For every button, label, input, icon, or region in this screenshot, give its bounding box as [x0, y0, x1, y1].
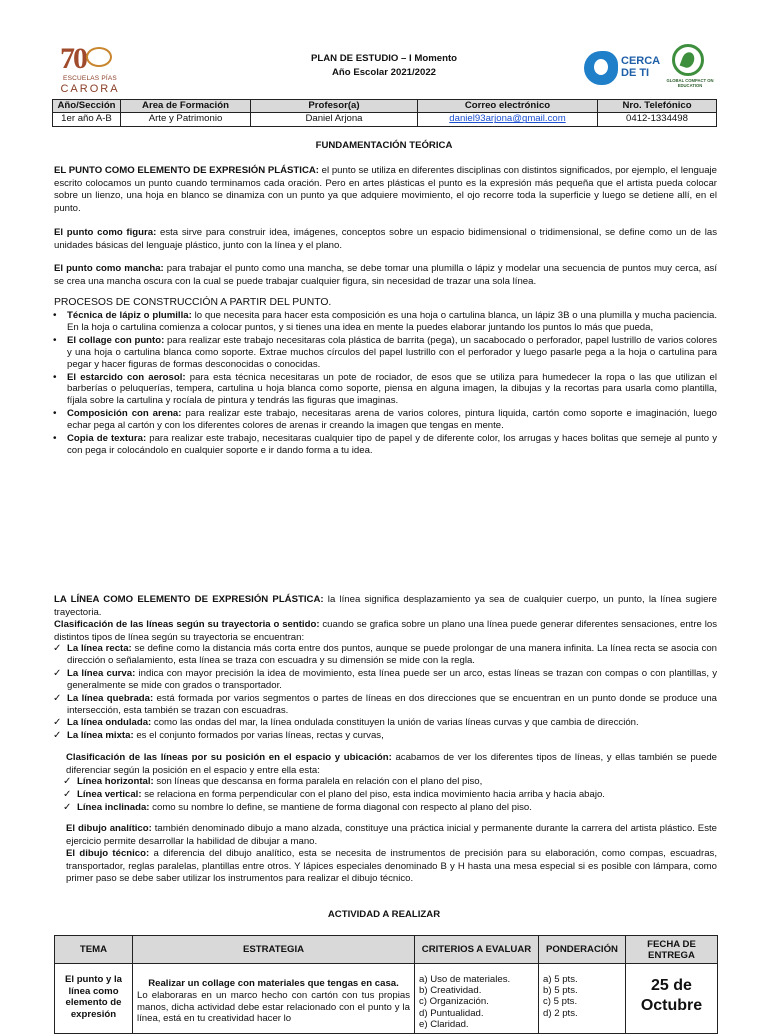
estrategia-cell [133, 964, 415, 1034]
list-item: ✓ Línea vertical: se relaciona en forma perpendicular con el plano del piso, esta indica movimiento hacia arriba y hacia abajo. [63, 788, 605, 800]
posicion-title: Clasificación de las líneas por su posición en el espacio y ubicación: [66, 752, 392, 763]
mancha-title: El punto como mancha: [54, 263, 164, 274]
logo-year: 70 [60, 42, 86, 75]
col-tema: TEMA [55, 936, 133, 964]
fundamentacion-heading: FUNDAMENTACIÓN TEÓRICA [315, 140, 453, 151]
list-item: ✓ La línea mixta: es el conjunto formados por varias líneas, rectas y curvas, [53, 730, 384, 742]
analitico-title: El dibujo analítico: [66, 823, 152, 834]
list-item: c) Organización. [419, 996, 489, 1008]
ponderacion-list [543, 974, 621, 1019]
info-header-row [53, 100, 717, 113]
list-item: b) 5 pts. [543, 985, 578, 997]
figura-title: El punto como figura: [54, 227, 157, 238]
checkmark-icon: ✓ [63, 801, 72, 813]
bullet-icon: • [53, 371, 57, 383]
punto-paragraph [54, 165, 717, 215]
col-teacher: Profesor(a) [251, 100, 418, 113]
list-item: ✓ La línea quebrada: está formada por varios segmentos o partes de líneas en dos direcciones que se encuentran en un punto donde se produce una intersección, esta también se trazan con escuadras. [53, 692, 718, 716]
cerca-line-1: CERCA [621, 55, 661, 67]
plan-title: PLAN DE ESTUDIO – I Momento [310, 53, 458, 64]
list-item: ✓ La línea ondulada: como las ondas del mar, la línea ondulada constituyen la unión de varias líneas curvas y que cambia de dirección. [53, 717, 639, 729]
list-item: b) Creatividad. [419, 985, 482, 997]
analitico-paragraph [66, 823, 717, 848]
logo-school-name: ESCUELAS PÍAS [63, 75, 117, 82]
mancha-paragraph [54, 263, 717, 288]
linea-text: la línea significa desplazamiento ya sea de cualquier cuerpo, un punto, la línea sugiere trayectoria. [54, 594, 718, 618]
checkmark-icon: ✓ [63, 776, 72, 787]
analitico-text: también denominado dibujo a mano alzada, constituye una práctica inicial y permanente durante la carrera del artista plástico. Este ejercicio permite desarrollar la habilidad de dibujar a mano. [66, 823, 717, 847]
email-link[interactable]: daniel93arjona@gmail.com [449, 113, 566, 125]
col-criterios: CRITERIOS A EVALUAR [415, 936, 539, 964]
cerca-head-icon [584, 51, 618, 85]
list-item: a) Uso de materiales. [419, 974, 511, 985]
list-item: a) 5 pts. [543, 974, 578, 985]
bullet-icon: • [53, 334, 57, 346]
global-compact-text: GLOBAL COMPACT ON EDUCATION [666, 78, 714, 88]
tecnico-title: El dibujo técnico: [66, 848, 150, 859]
logo-city: CARORA [60, 83, 120, 95]
tipos-linea-list [52, 643, 717, 743]
list-item: e) Claridad. [419, 1018, 469, 1030]
list-item: • El collage con punto: para realizar este trabajo necesitaras cola plástica de barrita (pega), un sacabocado o perforador, papel lustrillo de varios colores y una hoja o cartulina blanca como soporte. Extrae muchos círculos del papel lustrillo con el perforador y luego pasarle pega a la hoja o cartulina para pegar y hacer figuras de formas desconocidas o conocidas. [53, 334, 717, 370]
list-item: c) 5 pts. [543, 996, 578, 1008]
fecha-entrega-value: 25 de Octubre [626, 964, 718, 1034]
list-item: • Técnica de lápiz o plumilla: lo que necesita para hacer esta composición es una hoja o cartulina blanca, un lápiz 3B o una plumilla y mucha paciencia. En la hoja o cartulina comienza a colocar puntos, y si tienes una idea en mente la puedes elaborar juntando los puntos lo más que pueda, [53, 310, 717, 333]
figura-text: esta sirve para construir idea, imágenes, conceptos sobre un espacio bidimensional o tridimensional, se define como un de las unidades básicas del lenguaje plástico, junto con la línea y el plano. [54, 227, 717, 251]
clasificacion-title: Clasificación de las líneas según su trayectoria o sentido: [54, 619, 320, 630]
punto-title: EL PUNTO COMO ELEMENTO DE EXPRESIÓN PLÁSTICA: [54, 165, 319, 176]
activity-header-row [55, 936, 718, 964]
procesos-title: PROCESOS DE CONSTRUCCIÓN A PARTIR DEL PUNTO. [54, 297, 332, 308]
checkmark-icon: ✓ [53, 730, 62, 742]
clasificacion-paragraph [54, 619, 717, 644]
mancha-text: para trabajar el punto como una mancha, se debe tomar una plumilla o lápiz y modelar una secuencia de puntos muy cerca, así se crea una mancha oscura con la cual se puede trabajar cualquier figura, sin necesidad de trazar una sola línea. [54, 263, 717, 287]
checkmark-icon: ✓ [53, 643, 62, 654]
bullet-icon: • [53, 433, 57, 445]
col-ponderacion: PONDERACIÓN [539, 936, 626, 964]
year-section-value: 1er año A-B [53, 113, 121, 126]
list-item: • Composición con arena: para realizar este trabajo, necesitaras arena de varios colores, pintura liquida, cartón como soporte e imaginación, luego echar pega al cartón y con los diferentes colores de arenas ir creando la imagen que tengas en mente. [53, 408, 717, 432]
school-year: Año Escolar 2021/2022 [332, 67, 436, 78]
list-item: ✓ Línea inclinada: como su nombre lo define, se mantiene de forma diagonal con respecto al plano del piso. [63, 801, 532, 813]
list-item: ✓ La línea curva: indica con mayor precisión la idea de movimiento, esta línea puede ser un arco, estas líneas se trazan con compas o con plantillas, y generalmente se mide con grados o transportador. [53, 667, 717, 691]
list-item: ✓ La línea recta: se define como la distancia más corta entre dos puntos, aunque se puede prolongar de una manera infinita. La línea recta se asocia con dirección o señalamiento, esta línea se traza con escuadra y su dimensión se mide con la regla. [53, 643, 717, 666]
col-phone: Nro. Telefónico [598, 100, 717, 113]
list-item: d) Puntualidad. [419, 1007, 484, 1019]
bullet-icon: • [53, 408, 57, 420]
list-item: • Copia de textura: para realizar este trabajo, necesitaras cualquier tipo de papel y de diferente color, los arrugas y haces bolitas que semeje al punto y con pega ir colocándolo en cualquier soporte e ir dando forma a tu idea. [53, 433, 717, 456]
linea-title: LA LÍNEA COMO ELEMENTO DE EXPRESIÓN PLÁSTICA: [54, 594, 324, 605]
teacher-value: Daniel Arjona [251, 113, 418, 126]
procesos-list [52, 310, 717, 458]
posiciones-list [62, 776, 717, 815]
estrategia-text: Lo elaboraras en un marco hecho con cartón con tus propias manos, dicha actividad debe estar relacionado con el punto y la línea, está en tu creatividad hacer lo [137, 990, 410, 1025]
linea-paragraph [54, 594, 717, 619]
actividad-heading: ACTIVIDAD A REALIZAR [327, 909, 441, 920]
course-info-table [52, 99, 717, 127]
checkmark-icon: ✓ [53, 667, 62, 679]
col-email: Correo electrónico [418, 100, 598, 113]
tema-value: El punto y la línea como elemento de expresión [55, 964, 133, 1034]
list-item: d) 2 pts. [543, 1007, 578, 1019]
list-item: ✓ Línea horizontal: son líneas que descansa en forma paralela en relación con el plano del piso, [63, 776, 483, 787]
col-year-section: Año/Sección [53, 100, 121, 113]
checkmark-icon: ✓ [53, 717, 62, 729]
leaf-icon [672, 44, 704, 76]
criterios-list [419, 974, 534, 1030]
bullet-icon: • [53, 310, 57, 321]
area-value: Arte y Patrimonio [121, 113, 251, 126]
activity-data-row [55, 964, 718, 1034]
info-data-row [53, 113, 717, 126]
checkmark-icon: ✓ [53, 692, 62, 704]
list-item: • El estarcido con aerosol: para esta técnica necesitaras un pote de rociador, de esos que se utiliza para humedecer la ropa o las que utilizan el barberías o peluquerías, tempera, cartulina u hoja blanca como soporte, piensa en alguna imagen, la dibujas y la recortas para usarla como plantilla, fíjala sobre la cartulina y rocíala de pintura y tendrás las figuras que imaginas. [53, 371, 717, 407]
global-compact-logo [668, 44, 716, 90]
col-area: Area de Formación [121, 100, 251, 113]
tecnico-text: a diferencia del dibujo analítico, esta se necesita de instrumentos de precisión para su elaboración, como compas, escuadras, transportador, reglas paralelas, plantillas entre otros. Y lápices especiales denominado B y H hasta una mesa especial si es posible con lámpara, como primer paso se debe saber utilizar los instrumentos para realizar el dibujo técnico. [66, 848, 718, 884]
clasificacion-text: cuando se grafica sobre un plano una línea puede generar diferentes sensaciones, entre los distintos tipos de línea según su trayectoria se encuentran: [54, 619, 717, 643]
cerca-de-ti-logo [584, 51, 664, 87]
col-fecha: FECHA DE ENTREGA [626, 936, 718, 964]
ponderacion-cell [539, 964, 626, 1034]
col-estrategia: ESTRATEGIA [133, 936, 415, 964]
phone-value: 0412-1334498 [598, 113, 717, 126]
punto-text: el punto se utiliza en diferentes disciplinas con distintos significados, por ejemplo, el lenguaje escrito colocamos un punto cuando terminamos cada oración. Pero en artes plásticas el punto es la expresión más pequeña que el artista pueda colocar sobre un lienzo, una hoja en blanco se dinamiza con un punto ya que adquiere movimiento, el ojo recorre toda la superficie y luego se detiene allí, en el punto. [54, 165, 717, 214]
activity-table [54, 935, 718, 1034]
posicion-paragraph [66, 752, 717, 777]
cerca-line-2: DE TI [621, 67, 650, 79]
estrategia-title: Realizar un collage con materiales que tengas en casa. [148, 978, 399, 989]
figura-paragraph [54, 227, 717, 252]
checkmark-icon: ✓ [63, 788, 72, 800]
criterios-cell [415, 964, 539, 1034]
posicion-text: acabamos de ver los diferentes tipos de líneas, y ellas también se puede diferenciar según la posición en el espacio y entre ella esta: [66, 752, 718, 776]
tecnico-paragraph [66, 848, 717, 886]
